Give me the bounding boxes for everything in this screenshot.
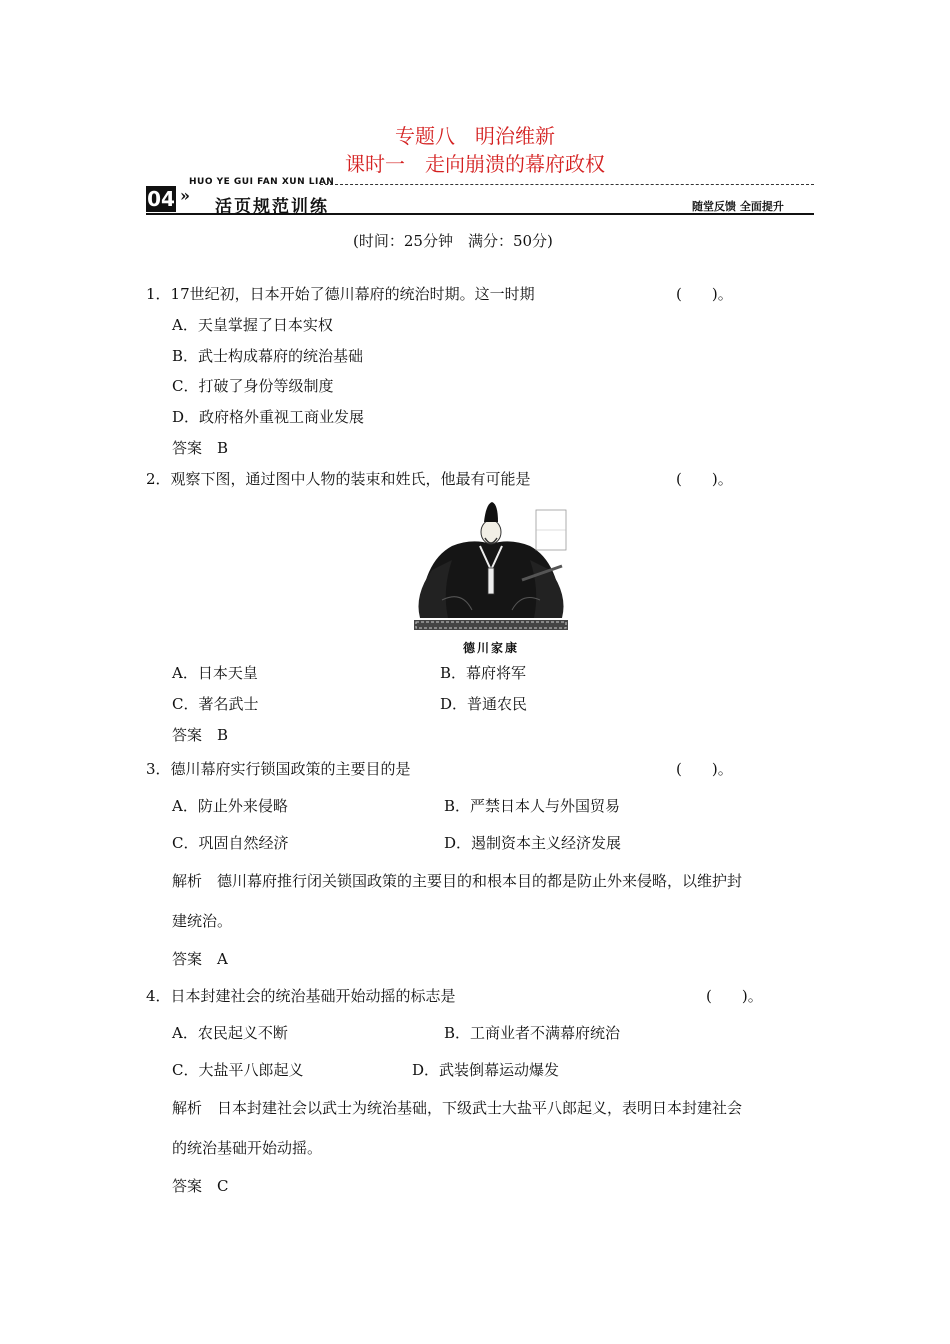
option-b: B．严禁日本人与外国贸易 xyxy=(444,797,621,815)
answer-text: 答案 B xyxy=(172,726,229,744)
option-a: A．天皇掌握了日本实权 xyxy=(172,316,333,334)
option-b: B．武士构成幕府的统治基础 xyxy=(172,347,364,365)
section-tagline: 随堂反馈 全面提升 xyxy=(692,200,784,213)
question-stem: 1．17世纪初，日本开始了德川幕府的统治时期。这一时期 xyxy=(146,285,535,303)
answer-text: 答案 C xyxy=(172,1177,229,1195)
banner-pinyin: HUO YE GUI FAN XUN LIAN xyxy=(189,177,335,187)
option-d: D．政府格外重视工商业发展 xyxy=(172,408,365,426)
answer-text: 答案 A xyxy=(172,950,228,968)
analysis-text: 解析 德川幕府推行闭关锁国政策的主要目的和根本目的都是防止外来侵略，以维护封 xyxy=(172,872,743,890)
chevron-right-icon: » xyxy=(180,186,190,205)
tokugawa-ieyasu-portrait xyxy=(412,500,570,634)
option-a: A．日本天皇 xyxy=(172,664,258,682)
option-c: C．著名武士 xyxy=(172,695,259,713)
option-b: B．幕府将军 xyxy=(440,664,527,682)
analysis-text: 解析 日本封建社会以武士为统治基础，下级武士大盐平八郎起义，表明日本封建社会 xyxy=(172,1099,743,1117)
option-a: A．防止外来侵略 xyxy=(172,797,288,815)
question-stem: 4．日本封建社会的统治基础开始动摇的标志是 xyxy=(146,987,456,1005)
question-stem: 2．观察下图，通过图中人物的装束和姓氏，他最有可能是 xyxy=(146,470,531,488)
option-d: D．遏制资本主义经济发展 xyxy=(444,834,622,852)
question-stem: 3．德川幕府实行锁国政策的主要目的是 xyxy=(146,760,411,778)
answer-blank: ( )。 xyxy=(676,470,733,488)
option-c: C．打破了身份等级制度 xyxy=(172,377,334,395)
option-b: B．工商业者不满幕府统治 xyxy=(444,1024,621,1042)
option-d: D．普通农民 xyxy=(440,695,528,713)
banner-underline xyxy=(146,213,814,215)
section-title: 活页规范训练 xyxy=(215,197,329,217)
option-d: D．武装倒幕运动爆发 xyxy=(412,1061,560,1079)
exam-time-info: (时间：25分钟 满分：50分) xyxy=(353,232,553,250)
option-a: A．农民起义不断 xyxy=(172,1024,288,1042)
lesson-title: 课时一 走向崩溃的幕府政权 xyxy=(345,152,605,176)
option-c: C．巩固自然经济 xyxy=(172,834,289,852)
chapter-title: 专题八 明治维新 xyxy=(395,124,555,148)
figure-caption: 德川家康 xyxy=(463,641,520,655)
answer-blank: ( )。 xyxy=(706,987,763,1005)
analysis-text-cont: 建统治。 xyxy=(172,912,233,930)
banner-dotted-line xyxy=(320,184,814,185)
analysis-text-cont: 的统治基础开始动摇。 xyxy=(172,1139,323,1157)
answer-text: 答案 B xyxy=(172,439,229,457)
option-c: C．大盐平八郎起义 xyxy=(172,1061,304,1079)
answer-blank: ( )。 xyxy=(676,760,733,778)
answer-blank: ( )。 xyxy=(676,285,733,303)
section-number-badge: 04 xyxy=(147,187,175,211)
